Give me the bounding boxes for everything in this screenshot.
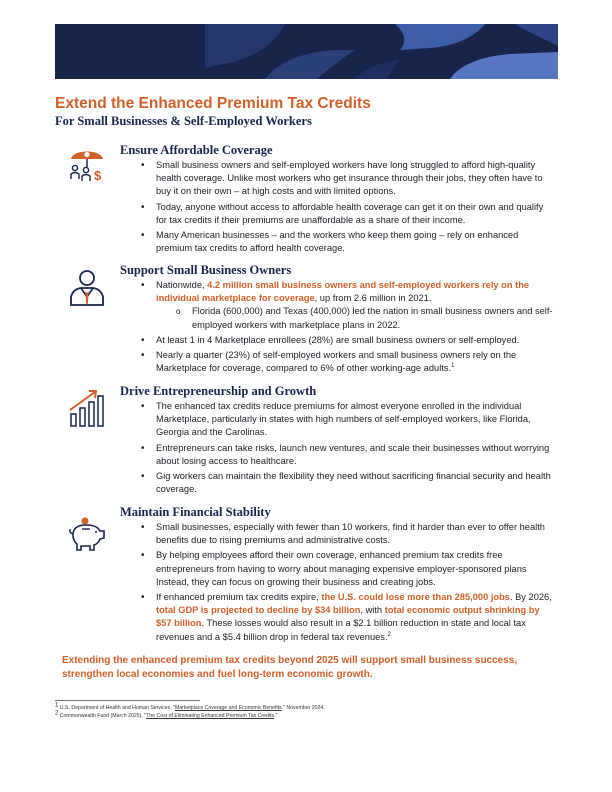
- section-heading: Drive Entrepreneurship and Growth: [120, 384, 317, 398]
- bullet-list: [138, 279, 553, 377]
- list-item: • Small business owners and self-employed workers have long struggled to afford high-quality health coverage. Unlike most workers who get insurance through their jobs, they often have to buy it on their own – at high costs and with limited options.: [138, 159, 553, 199]
- business-owner-icon: [65, 265, 109, 309]
- sub-list: [156, 305, 553, 331]
- list-item: • If enhanced premium tax credits expire, the U.S. could lose more than 285,000 jobs. By 2026, total GDP is projected to decline by $34 billion, with total economic output shrinking by $57 billion. These losses would also result in a $2.1 billion reduction in state and local tax revenues and a $5.4 billion drop in federal tax revenues.$^2$: [138, 591, 553, 644]
- footnote-divider: [55, 700, 200, 701]
- list-item: • Nearly a quarter (23%) of self-employed workers and small business owners rely on the Marketplace for coverage, compared to 6% of other working-age adults.$^1$: [138, 349, 553, 375]
- sub-list-item: o Florida (600,000) and Texas (400,000) led the nation in small business owners and self-employed workers with marketplace plans in 2022.: [156, 305, 553, 331]
- footnote-1: $^1$ U.S. Department of Health and Human Services, "Marketplace Coverage and Economic Benefits," November 2024.: [55, 702, 325, 711]
- section-small-business-owners: [55, 263, 560, 381]
- list-item: • The enhanced tax credits reduce premiums for almost everyone enrolled in the individual Marketplace, particularly in states with high numbers of self-employed workers, like Florida, Georgia and the Carolinas.: [138, 400, 553, 440]
- growth-chart-icon: [65, 386, 109, 430]
- list-item: • By helping employees afford their own coverage, enhanced premium tax credits free entrepreneurs from having to worry about managing expensive employer-sponsored plans Instead, they can focus on growing their business and creating jobs.: [138, 549, 553, 589]
- highlight-text: total GDP is projected to decline by $34 billion: [156, 605, 361, 616]
- list-item: • Today, anyone without access to affordable health coverage can get it on their own and qualify for tax credits if their premiums are unaffordable as a share of their income.: [138, 201, 553, 227]
- header-banner: [55, 24, 558, 79]
- page-title: Extend the Enhanced Premium Tax Credits: [55, 95, 371, 112]
- section-heading: Support Small Business Owners: [120, 263, 292, 277]
- section-entrepreneurship: [55, 384, 560, 496]
- footnote-link[interactable]: Marketplace Coverage and Economic Benefits: [174, 705, 282, 711]
- bullet-list: [138, 400, 553, 498]
- highlight-text: total economic output shrinking by $57 billion: [156, 605, 540, 629]
- svg-text:$: $: [94, 168, 102, 183]
- section-heading: Ensure Affordable Coverage: [120, 143, 273, 157]
- bullet-list: [138, 159, 553, 257]
- highlight-text: the U.S. could lose more than 285,000 jobs: [321, 592, 510, 603]
- list-item: • Entrepreneurs can take risks, launch new ventures, and scale their businesses without worrying about losing access to healthcare.: [138, 442, 553, 468]
- list-item: • Small businesses, especially with fewer than 10 workers, find it harder than ever to offer health benefits due to rising premiums and administrative costs.: [138, 521, 553, 547]
- closing-statement: Extending the enhanced premium tax credits beyond 2025 will support small business success, strengthen local economies and fuel long-term economic growth.: [62, 655, 518, 680]
- footnote-ref: 1: [451, 363, 455, 370]
- list-item: • At least 1 in 4 Marketplace enrollees (28%) are small business owners or self-employed.: [138, 334, 553, 347]
- footnote-link[interactable]: The Cost of Eliminating Enhanced Premium Tax Credits: [146, 713, 275, 719]
- page-subtitle: For Small Businesses & Self-Employed Workers: [55, 114, 312, 128]
- list-item: • Many American businesses – and the workers who keep them going – rely on enhanced premium tax credits to afford health coverage.: [138, 229, 553, 255]
- section-affordable-coverage: [55, 143, 560, 255]
- umbrella-health-cost-icon: [65, 143, 109, 187]
- footnote-ref: 2: [387, 631, 391, 638]
- footnote-2: $^2$ Commonwealth Fund (March 2025), "The Cost of Eliminating Enhanced Premium Tax Credits.": [55, 710, 278, 719]
- banner-pattern: [55, 24, 558, 79]
- piggy-bank-icon: [65, 511, 109, 555]
- bullet-list: [138, 521, 553, 646]
- section-financial-stability: [55, 505, 560, 650]
- list-item: • Nationwide, 4.2 million small business owners and self-employed workers rely on the individual marketplace for coverage, up from 2.6 million in 2021. o Florida (600,000) and Texas (400,000) led the nation in small business owners and self-employed workers with marketplace plans in 2022.: [138, 279, 553, 332]
- list-item: • Gig workers can maintain the flexibility they need without sacrificing financial security and health coverage.: [138, 470, 553, 496]
- section-heading: Maintain Financial Stability: [120, 505, 271, 519]
- highlight-text: 4.2 million small business owners and self-employed workers rely on the individual marketplace for coverage: [156, 280, 530, 304]
